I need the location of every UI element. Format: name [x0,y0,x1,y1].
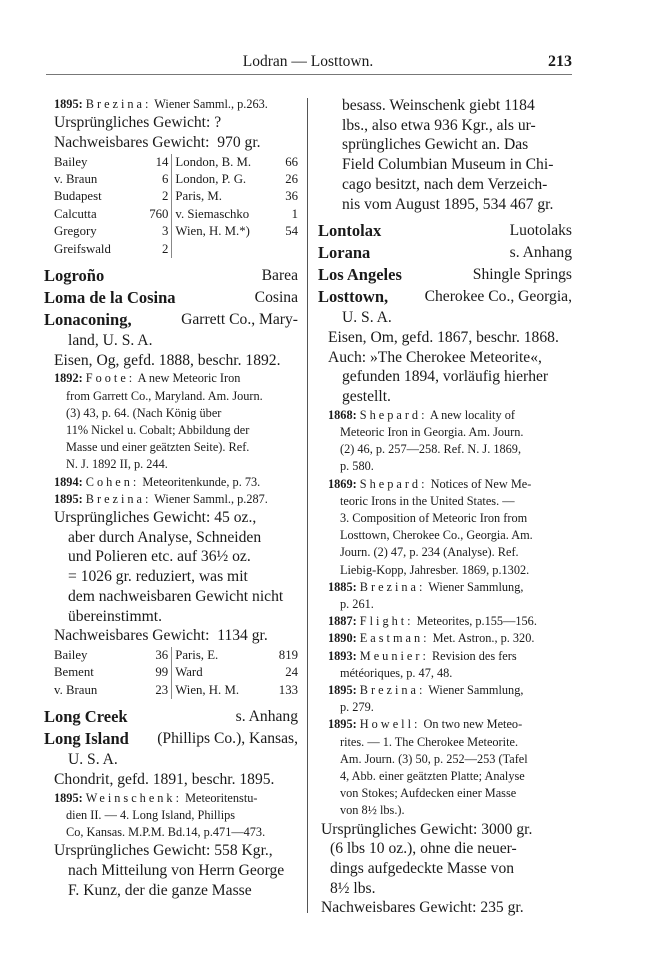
entry-lorana [318,242,572,264]
text-span: Notices of New Me- [430,476,532,491]
continuation-line: nis vom August 1895, 534 467 gr. [342,195,554,213]
text-span: Met. Astron., p. 320. [432,631,535,646]
reference-line [318,476,572,493]
reference-line: (2) 46, p. 257—258. Ref. N. J. 1869, [340,442,522,457]
text-span: A new locality of [429,407,515,422]
text-span: Nachweisbares Gewicht: [54,133,210,151]
text-span: s. Anhang [509,244,572,262]
text-span: Foote: [85,371,136,386]
table-row [54,223,298,240]
text-span: Revision des fers [431,648,517,663]
table-cell: Greifswald [54,241,111,256]
original-weight: Ursprüngliches Gewicht: ? [54,114,222,132]
table-cell: Gregory [54,224,97,239]
table-cell: 760 [139,206,172,223]
table-cell: 24 [285,665,298,680]
holdings-table [54,647,298,699]
text-span: Wiener Samml., p.263. [154,97,268,111]
running-title: Lodran — Losttown. [242,53,374,70]
weight-line: Ursprüngliches Gewicht: 3000 gr. [321,820,533,838]
text-span: Lonaconing, [44,310,132,330]
reference-line [44,96,298,113]
reference-line: from Garrett Co., Maryland. Am. Journ. [66,388,263,403]
entry-description: Chondrit, gefd. 1891, beschr. 1895. [54,770,275,788]
table-row [54,206,298,223]
table-cell [267,241,298,258]
entry-los-angeles [318,264,572,286]
right-column [318,96,572,918]
reference-line: N. J. 1892 II, p. 244. [66,457,168,472]
text-span: Wiener Samml., p.287. [154,491,268,506]
entry-description: Eisen, Og, gefd. 1888, beschr. 1892. [54,351,281,369]
table-cell: 99 [139,664,172,681]
text-span: 1894: [54,474,83,489]
text-span: Brezina: [359,682,426,697]
table-row [54,682,298,699]
continuation-line: sprüngliches Gewicht an. Das [342,136,529,154]
table-cell: 1 [291,206,298,221]
text-span: Logroño [44,266,105,286]
text-span: Los Angeles [318,265,402,285]
reference-line: Losttown, Cherokee Co., Georgia. Am. [340,528,533,543]
page-number: 213 [548,53,572,70]
text-span: 1895: [54,790,83,805]
table-cell: Ward [175,665,203,680]
header-rule [46,74,572,75]
text-span: On two new Meteo- [423,717,523,732]
text-span: (Phillips Co.), Kansas, [157,730,298,748]
table-cell: 3 [139,223,172,240]
text-span: Brezina: [359,579,426,594]
table-cell: 133 [278,682,298,697]
text-span: Eastman: [359,631,430,646]
reference-line: von Stokes; Aufdecken einer Masse [340,786,517,801]
table-cell: 2 [139,188,172,205]
reference-line [318,630,572,647]
continuation-line: Field Columbian Museum in Chi- [342,156,554,174]
text-span: 1134 gr. [217,627,268,645]
table-cell: Bement [54,665,94,680]
text-span: Brezina: [85,97,152,111]
weight-line: aber durch Analyse, Schneiden [68,528,262,546]
table-row [54,664,298,681]
text-span: 1885: [328,579,357,594]
table-cell: Bailey [54,648,88,662]
text-span: Meteoritenstu- [185,790,258,805]
weight-line: = 1026 gr. reduziert, was mit [68,568,248,586]
text-span: Long Creek [44,707,128,727]
table-row [54,188,298,205]
reference-line: p. 580. [340,459,374,474]
continuation-line: lbs., also etwa 936 Kgr., als ur- [342,116,536,134]
auch-line: gestellt. [342,388,391,406]
table-cell: 14 [139,154,172,171]
table-cell: 26 [285,172,298,187]
continuation-line: cago besitzt, nach dem Verzeich- [342,175,548,193]
verified-weight: Nachweisbares Gewicht: 235 gr. [321,899,524,917]
entry-description: Eisen, Om, gefd. 1867, beschr. 1868. [328,328,559,346]
reference-line [318,682,572,699]
table-cell: v. Braun [54,682,98,697]
text-span: 1893: [328,648,357,663]
text-span: Wiener Sammlung, [428,682,524,697]
weight-line: 8½ lbs. [330,879,376,897]
text-span: Howell: [359,717,421,732]
text-span: 1895: [54,491,83,506]
table-cell: Bailey [54,154,88,169]
text-span: Cherokee Co., Georgia, [424,288,572,306]
table-cell: 23 [139,682,172,699]
running-header [44,53,572,75]
text-span: Barea [261,267,298,285]
reference-line: von 8½ lbs.). [340,803,405,818]
table-cell: Calcutta [54,206,97,221]
table-row [54,647,298,664]
reference-line: Masse und einer geätzten Seite). Ref. [66,440,250,455]
text-span: Meunier: [359,648,429,663]
text-span: 1868: [328,407,357,422]
reference-line: p. 261. [340,596,374,611]
text-span: 1895: [328,717,357,732]
text-span: Nachweisbares Gewicht: [54,627,210,645]
text-span: Meteorites, p.155—156. [416,614,537,629]
text-span: 970 gr. [217,133,261,151]
table-row [54,241,298,258]
table-cell [172,241,267,258]
entry-long-creek [44,706,298,728]
text-span: Losttown, [318,287,389,307]
text-span: Shepard: [359,476,428,491]
weight-line: dings aufgedeckte Masse von [330,860,515,878]
table-cell: Budapest [54,189,102,204]
reference-line [44,790,298,807]
table-cell: Paris, M. [175,189,222,204]
reference-line [318,579,572,596]
table-cell: 36 [285,189,298,204]
auch-line: gefunden 1894, vorläufig hierher [342,368,549,386]
weight-line: und Polieren etc. auf 36½ oz. [68,548,251,566]
entry-lontolax [318,220,572,242]
table-cell: 36 [139,647,172,664]
reference-line: Journ. (2) 47, p. 234 (Analyse). Ref. [340,545,519,560]
text-span: Cosina [254,289,298,307]
reference-line: dien II. — 4. Long Island, Phillips [66,807,236,822]
table-cell: 6 [139,171,172,188]
reference-line [318,407,572,424]
weight-line: Ursprüngliches Gewicht: 558 Kgr., [54,842,273,860]
text-span: Luotolaks [509,222,572,240]
verified-weight [44,133,298,153]
text-span: Flight: [359,614,414,629]
reference-line: météoriques, p. 47, 48. [340,665,453,680]
table-cell: Paris, E. [175,648,219,662]
reference-line: Meteoric Iron in Georgia. Am. Journ. [340,424,524,439]
reference-line: 3. Composition of Meteoric Iron from [340,510,528,525]
auch-line: Auch: »The Cherokee Meteorite«, [328,348,542,366]
location-line: U. S. A. [342,309,392,327]
weight-line: übereinstimmt. [68,607,162,625]
entry-losttown [318,286,572,308]
reference-line [44,370,298,387]
reference-line [318,716,572,733]
table-cell: 819 [278,648,298,662]
text-span: 1895: [54,97,83,111]
table-cell: London, P. G. [175,172,247,187]
weight-line: Ursprüngliches Gewicht: 45 oz., [54,509,257,527]
entry-lonaconing [44,309,298,331]
text-span: 1869: [328,476,357,491]
left-column [44,96,298,900]
verified-weight [44,626,298,646]
reference-line: teoric Irons in the United States. — [340,493,515,508]
reference-line: 4, Abb. einer geätzten Platte; Analyse [340,769,525,783]
table-row [54,154,298,171]
table-cell: 66 [285,154,298,169]
reference-line: Am. Journ. (3) 50, p. 252—253 (Tafel [340,751,528,766]
table-cell: v. Braun [54,172,98,187]
table-cell: 2 [139,241,172,258]
table-cell: 54 [285,224,298,239]
text-span: Cohen: [85,474,140,489]
reference-line [318,648,572,665]
entry-long-island [44,728,298,750]
table-cell: v. Siemaschko [175,206,250,221]
text-span: Shepard: [359,407,428,422]
column-divider [307,98,308,913]
reference-line [44,474,298,491]
weight-line: nach Mitteilung von Herrn George [68,861,285,879]
reference-line: Co, Kansas. M.P.M. Bd.14, p.471—473. [66,825,266,840]
text-span: Brezina: [85,491,152,506]
text-span: Garrett Co., Mary- [181,311,298,329]
entry-loma-de-la-cosina [44,287,298,309]
reference-line: 11% Nickel u. Cobalt; Abbildung der [66,423,250,438]
table-cell: London, B. M. [175,154,252,169]
reference-line: rites. — 1. The Cherokee Meteorite. [340,734,519,749]
weight-line: dem nachweisbaren Gewicht nicht [68,587,284,605]
reference-line: Liebig-Kopp, Jahresber. 1869, p.1302. [340,562,530,577]
reference-line: p. 279. [340,700,374,715]
text-span: 1887: [328,614,357,629]
text-span: Lorana [318,243,371,263]
text-span: Meteoritenkunde, p. 73. [142,474,261,489]
entry-logrono [44,265,298,287]
text-span: Loma de la Cosina [44,288,176,308]
text-span: A new Meteoric Iron [137,371,241,386]
holdings-table [54,154,298,258]
text-span: Weinschenk: [85,790,182,805]
continuation-line: besass. Weinschenk giebt 1184 [342,97,535,114]
reference-line [318,613,572,630]
weight-line: F. Kunz, der die ganze Masse [68,881,252,899]
weight-line: (6 lbs 10 oz.), ohne die neuer- [330,840,517,858]
text-span: 1892: [54,371,83,386]
table-cell: Wien, H. M. [175,682,240,697]
reference-line: (3) 43, p. 64. (Nach König über [66,405,222,420]
text-span: Lontolax [318,221,382,241]
location-line: land, U. S. A. [68,332,153,350]
reference-line [44,491,298,508]
text-span: Long Island [44,729,129,749]
table-row [54,171,298,188]
location-line: U. S. A. [68,751,118,769]
text-span: 1895: [328,682,357,697]
table-cell: Wien, H. M.*) [175,224,250,239]
text-span: Wiener Sammlung, [428,579,524,594]
text-span: 1890: [328,631,357,646]
text-span: Shingle Springs [472,266,572,284]
text-span: s. Anhang [235,708,298,726]
